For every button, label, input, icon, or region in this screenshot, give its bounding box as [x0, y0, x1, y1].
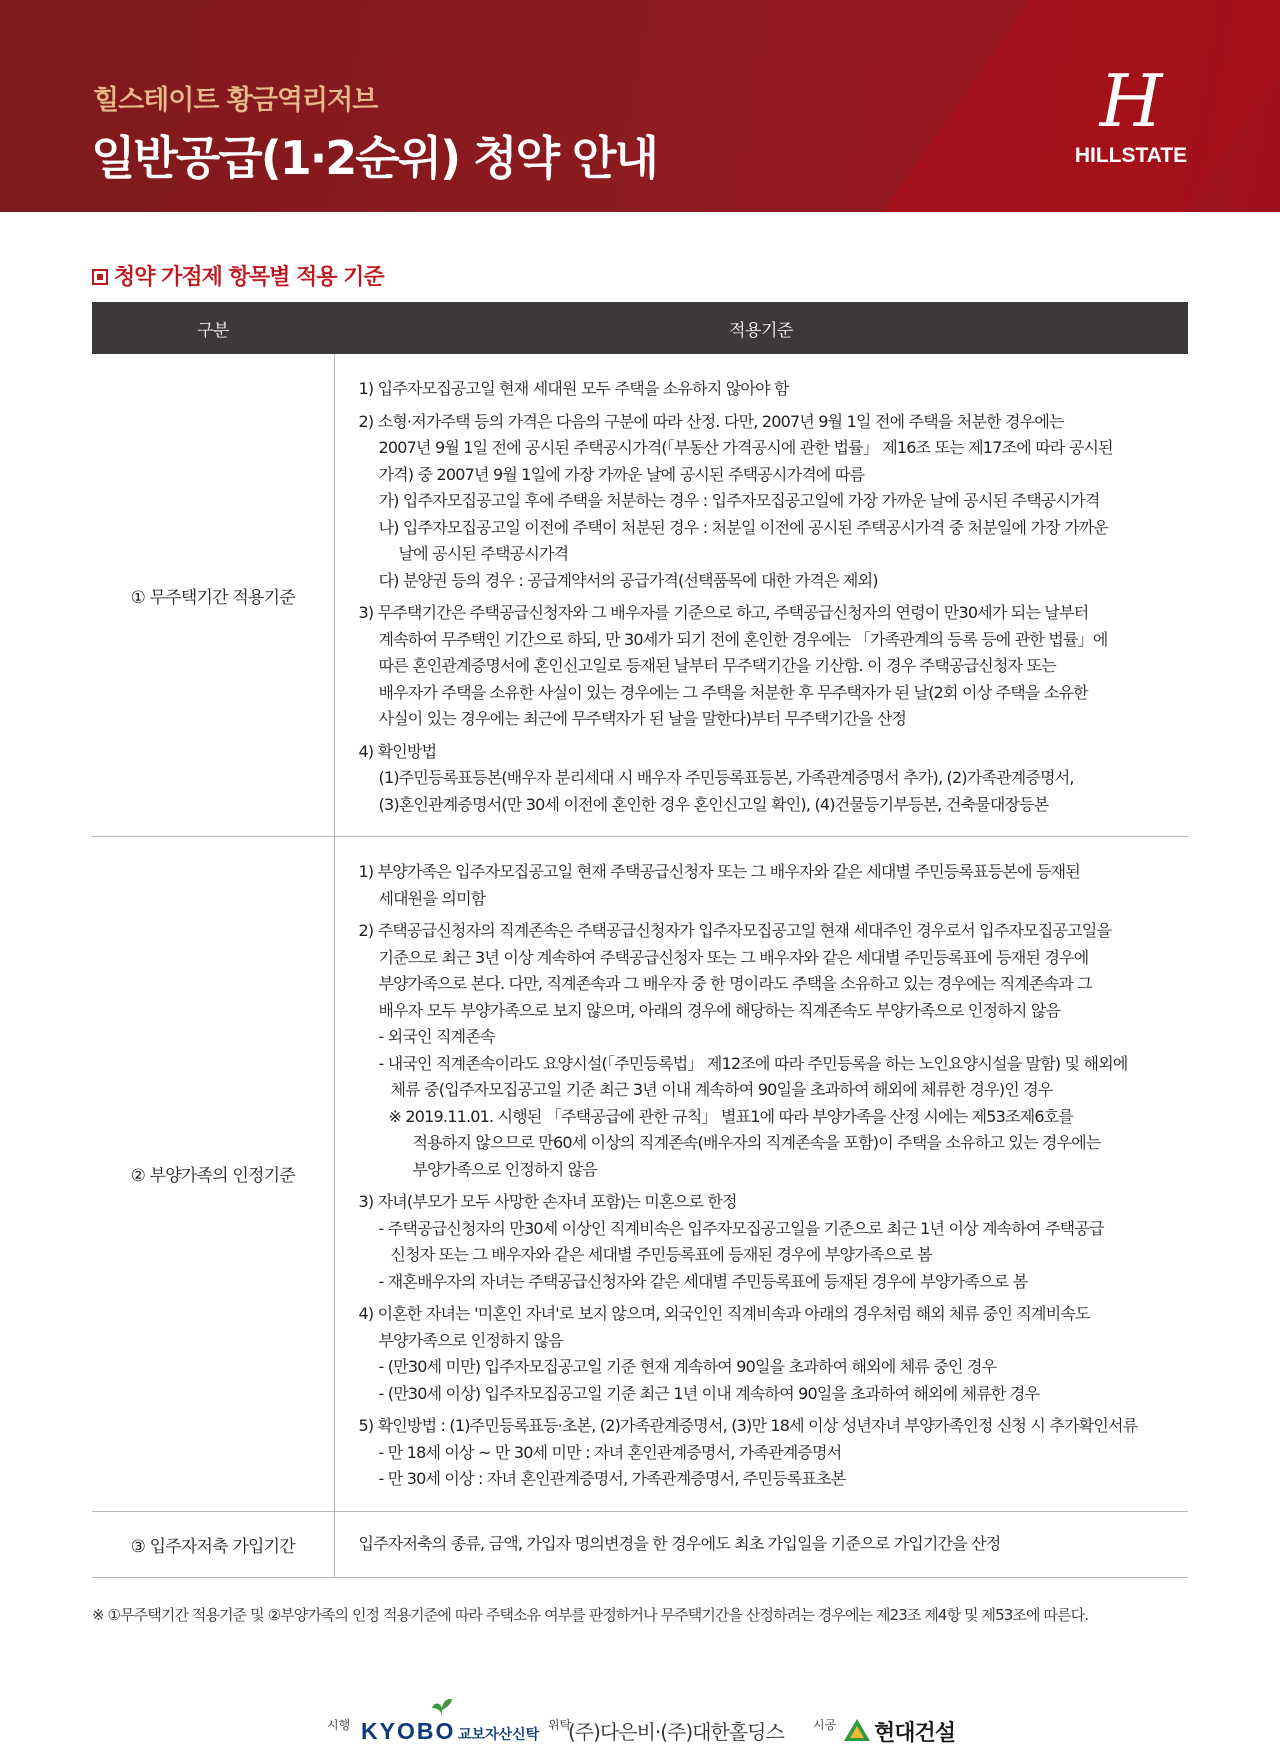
text-line: (3)혼인관계증명서(만 30세 이전에 혼인한 경우 혼인신고일 확인), (4)건물등기부등본, 건축물대장등본 — [378, 794, 1049, 814]
hyundai-logo-text: 현대건설 — [874, 1721, 956, 1746]
text-line: 기준으로 최근 3년 이상 계속하여 주택공급신청자 또는 그 배우자와 같은 세대별 주민등록표에 등재된 경우에 — [378, 947, 1089, 967]
text-line: 1) 부양가족은 입주자모집공고일 현재 주택공급신청자 또는 그 배우자와 같은 세대별 주민등록표등본에 등재된 — [358, 862, 1080, 881]
text-line: 3) 무주택기간은 주택공급신청자와 그 배우자를 기준으로 하고, 주택공급신청자의 연령이 만30세가 되는 날부터 — [358, 603, 1089, 622]
text-line: 다) 분양권 등의 경우 : 공급계약서의 공급가격(선택품목에 대한 가격은 제외) — [378, 570, 878, 590]
hillstate-monogram-icon: H — [1099, 59, 1163, 143]
table-header-category: 구분 — [92, 302, 334, 354]
text-line: 배우자가 주택을 소유한 사실이 있는 경우에는 그 주택을 처분한 후 무주택자가 된 날(2회 이상 주택을 소유한 — [378, 682, 1088, 702]
text-line: 4) 이혼한 자녀는 '미혼인 자녀'로 보지 않으며, 외국인인 직계비속과 아래의 경우처럼 해외 체류 중인 직계비속도 — [358, 1304, 1090, 1323]
developer-label: 시행 — [327, 1718, 351, 1732]
text-line: 체류 중(입주자모집공고일 기준 최근 3년 이내 계속하여 90일을 초과하여 해외에 체류한 경우)인 경우 — [390, 1080, 1053, 1099]
section-title-text: 청약 가점제 항목별 적용 기준 — [114, 265, 384, 290]
text-line: 5) 확인방법 : (1)주민등록표등·초본, (2)가족관계증명서, (3)만 18세 이상 성년자녀 부양가족인정 신청 시 추가확인서류 — [358, 1416, 1138, 1435]
text-line: 2007년 9월 1일 전에 공시된 주택공시가격(「부동산 가격공시에 관한 법률」 제16조 또는 제17조에 따라 공시된 — [378, 438, 1113, 457]
text-line: - 내국인 직계존속이라도 요양시설(「주민등록법」 제12조에 따라 주민등록을 하는 노인요양시설을 말함) 및 해외에 — [378, 1053, 1128, 1073]
row-content-savings-period: 입주자저축의 종류, 금액, 가입자 명의변경을 한 경우에도 최초 가입일을 기준으로 가입기간을 산정 — [334, 1511, 1188, 1577]
hillstate-wordmark: HILLSTATE — [1074, 144, 1188, 167]
text-line: 가격) 중 2007년 9월 1일에 가장 가까운 날에 공시된 주택공시가격에 따름 — [378, 464, 865, 484]
criteria-item — [359, 859, 1169, 912]
criteria-item — [359, 739, 1169, 819]
criteria-table — [92, 302, 1188, 1578]
trustee-name: (주)다은비·(주)대한홀딩스 — [568, 1720, 784, 1744]
text-line: (1)주민등록표등본(배우자 분리세대 시 배우자 주민등록표등본, 가족관계증명서 추가), (2)가족관계증명서, — [378, 768, 1074, 787]
text-line: 3) 자녀(부모가 모두 사망한 손자녀 포함)는 미혼으로 한정 — [358, 1192, 737, 1211]
criteria-item — [359, 1413, 1169, 1493]
text-line: 사실이 있는 경우에는 최근에 무주택자가 된 날을 말한다)부터 무주택기간을 산정 — [378, 709, 907, 728]
text-line: - 주택공급신청자의 만30세 이상인 직계비속은 입주자모집공고일을 기준으로 최근 1년 이상 계속하여 주택공급 — [378, 1218, 1104, 1238]
text-line: 적용하지 않으므로 만60세 이상의 직계존속(배우자의 직계존속을 포함)이 주택을 소유하고 있는 경우에는 — [412, 1133, 1101, 1152]
table-row-no-house-period — [92, 354, 1188, 837]
table-row-dependents — [92, 837, 1188, 1512]
text-line: 나) 입주자모집공고일 이전에 주택이 처분된 경우 : 처분일 이전에 공시된 주택공시가격 중 처분일에 가장 가까운 — [378, 517, 1109, 537]
footer-credits — [0, 1696, 1280, 1756]
page-subtitle: 힐스테이트 황금역리저브 — [93, 85, 378, 116]
table-row-savings-period — [92, 1511, 1188, 1577]
text-line: 1) 입주자모집공고일 현재 세대원 모두 주택을 소유하지 않아야 함 — [358, 379, 789, 398]
text-line: 부양가족으로 인정하지 않음 — [378, 1330, 563, 1350]
hillstate-logo — [1066, 60, 1196, 180]
header-banner — [0, 0, 1280, 212]
footnote: ※ ①무주택기간 적용기준 및 ②부양가족의 인정 적용기준에 따라 주택소유 여부를 판정하거나 무주택기간을 산정하려는 경우에는 제23조 제4항 및 제53조에 따른다. — [92, 1606, 1089, 1624]
criteria-item — [359, 1189, 1169, 1295]
criteria-item — [359, 918, 1169, 1183]
criteria-item — [359, 1301, 1169, 1407]
row-label-dependents: ② 부양가족의 인정기준 — [92, 837, 334, 1512]
text-line: 부양가족으로 인정하지 않음 — [412, 1159, 597, 1179]
table-header-criteria: 적용기준 — [334, 302, 1188, 354]
text-line: 2) 소형·저가주택 등의 가격은 다음의 구분에 따라 산정. 다만, 2007년 9월 1일 전에 주택을 처분한 경우에는 — [358, 411, 1064, 431]
kyobo-logo-text: KYOBO — [361, 1718, 456, 1744]
text-line: - (만30세 미만) 입주자모집공고일 기준 현재 계속하여 90일을 초과하여 해외에 체류 중인 경우 — [378, 1357, 997, 1376]
row-content-no-house-period — [334, 354, 1188, 837]
text-line: 배우자 모두 부양가족으로 보지 않으며, 아래의 경우에 해당하는 직계존속도 부양가족으로 인정하지 않음 — [378, 1000, 1061, 1020]
text-line: - 만 18세 이상 ~ 만 30세 미만 : 자녀 혼인관계증명서, 가족관계증명서 — [378, 1442, 842, 1462]
text-line: - 외국인 직계존속 — [378, 1027, 495, 1046]
text-line: - 재혼배우자의 자녀는 주택공급신청자와 같은 세대별 주민등록표에 등재된 경우에 부양가족으로 봄 — [378, 1271, 1028, 1291]
row-content-dependents — [334, 837, 1188, 1512]
text-line: 2) 주택공급신청자의 직계존속은 주택공급신청자가 입주자모집공고일 현재 세대주인 경우로서 입주자모집공고일을 — [358, 921, 1112, 940]
hyundai-triangle-icon — [843, 1718, 871, 1742]
text-line: 부양가족으로 본다. 다만, 직계존속과 그 배우자 중 한 명이라도 주택을 소유하고 있는 경우에는 직계존속과 그 — [378, 974, 1092, 993]
text-line: 세대원을 의미함 — [378, 888, 486, 908]
kyobo-korean-name: 교보자산신탁 — [458, 1727, 540, 1743]
text-line: ※ 2019.11.01. 시행된 「주택공급에 관한 규칙」 별표1에 따라 부양가족을 산정 시에는 제53조제6호를 — [388, 1106, 1074, 1126]
text-line: 따른 혼인관계증명서에 혼인신고일로 등재된 날부터 무주택기간을 기산함. 이 경우 주택공급신청자 또는 — [378, 656, 1056, 675]
text-line: 가) 입주자모집공고일 후에 주택을 처분하는 경우 : 입주자모집공고일에 가장 가까운 날에 공시된 주택공시가격 — [378, 491, 1100, 510]
page-title: 일반공급(1·2순위) 청약 안내 — [91, 131, 657, 185]
text-line: 날에 공시된 주택공시가격 — [398, 544, 569, 563]
text-line: 4) 확인방법 — [358, 741, 437, 761]
text-line: - 만 30세 이상 : 자녀 혼인관계증명서, 가족관계증명서, 주민등록표초본 — [378, 1469, 846, 1488]
text-line: 신청자 또는 그 배우자와 같은 세대별 주민등록표에 등재된 경우에 부양가족으로 봄 — [390, 1245, 932, 1264]
square-bullet-icon — [92, 269, 108, 285]
criteria-item — [359, 409, 1169, 595]
text-line: 계속하여 무주택인 기간으로 하되, 만 30세가 되기 전에 혼인한 경우에는 「가족관계의 등록 등에 관한 법률」에 — [378, 629, 1108, 649]
criteria-item — [359, 376, 1169, 403]
table-header-row — [92, 302, 1188, 354]
criteria-item — [359, 600, 1169, 733]
text-line: - (만30세 이상) 입주자모집공고일 기준 최근 1년 이내 계속하여 90일을 초과하여 해외에 체류한 경우 — [378, 1383, 1040, 1403]
row-label-no-house-period: ① 무주택기간 적용기준 — [92, 354, 334, 837]
row-label-savings-period: ③ 입주자저축 가입기간 — [92, 1511, 334, 1577]
leaf-icon — [430, 1696, 454, 1718]
section-title — [92, 260, 384, 291]
builder-label: 시공 — [813, 1718, 837, 1732]
trustee-label: 위탁 — [548, 1718, 572, 1732]
